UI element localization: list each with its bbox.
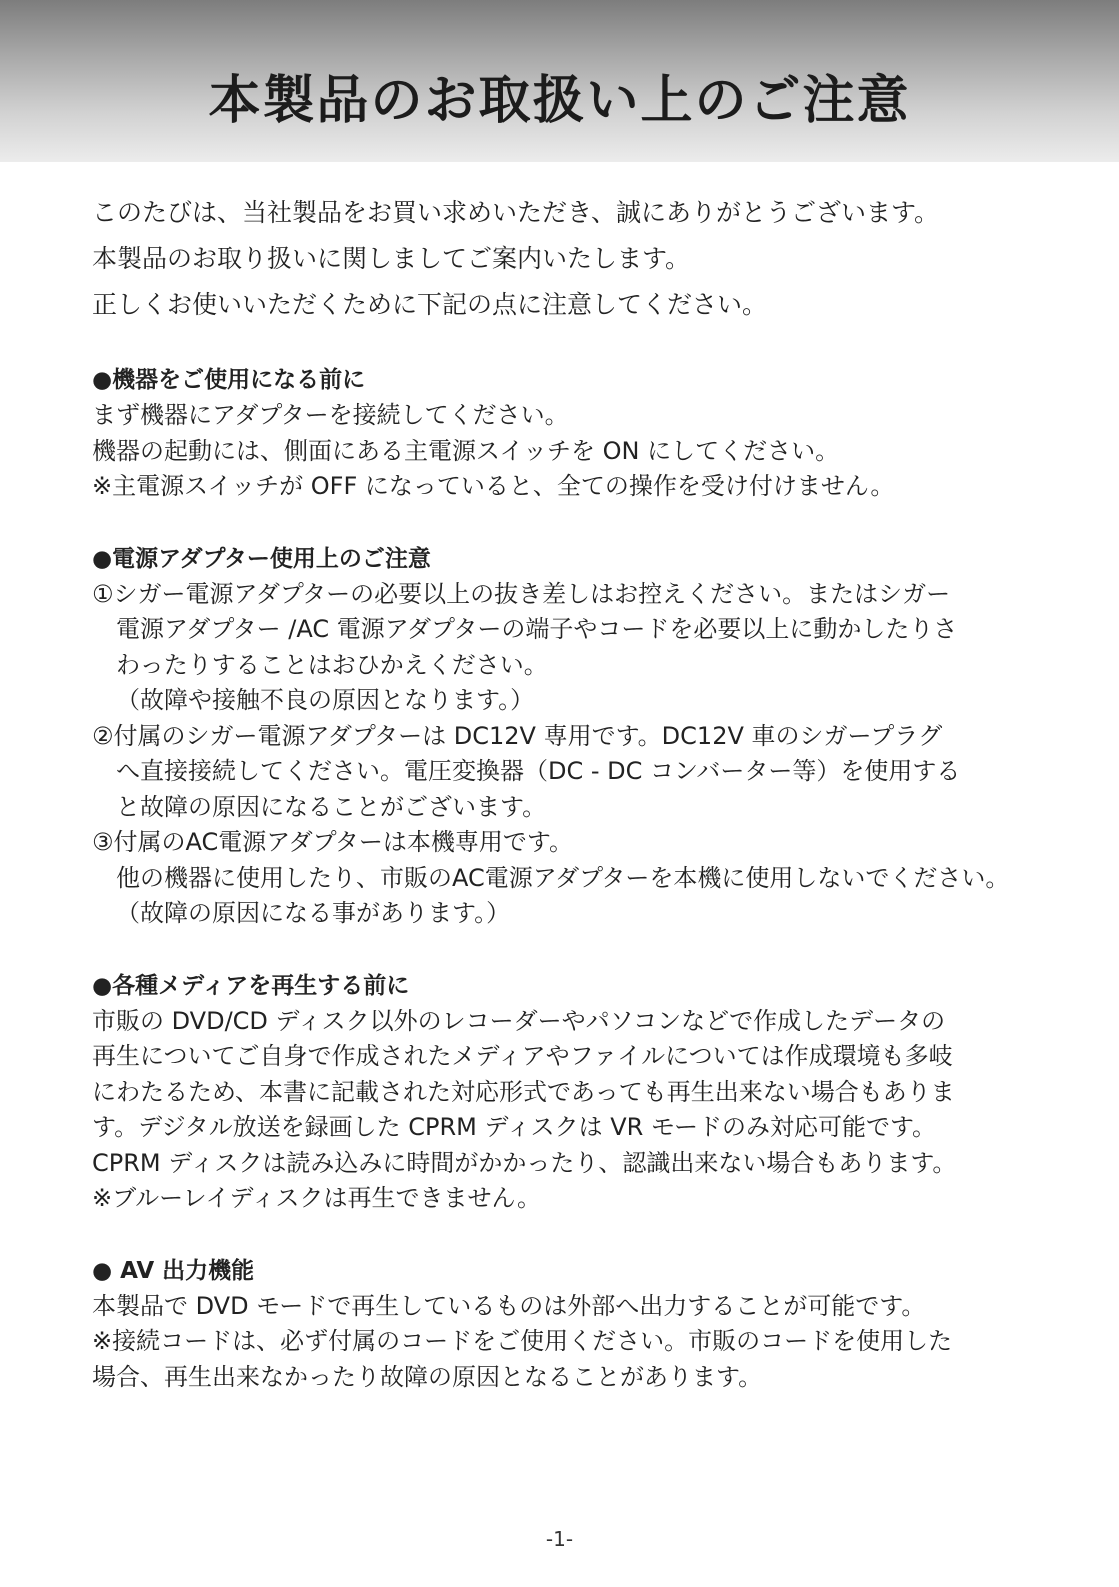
body-line: 再生についてご自身で作成されたメディアやファイルについては作成環境も多岐	[92, 1042, 953, 1070]
body-line: ②付属のシガー電源アダプターは DC12V 専用です。DC12V 車のシガープラグ	[92, 721, 943, 750]
body-line: と故障の原因になることがございます。	[116, 792, 547, 821]
body-line: ※ブルーレイディスクは再生できません。	[92, 1184, 541, 1212]
body-line: 電源アダプター /AC 電源アダプターの端子やコードを必要以上に動かしたりさ	[116, 615, 958, 643]
body-line: 場合、再生出来なかったり故障の原因となることがあります。	[92, 1362, 763, 1391]
body-line: ①シガー電源アダプターの必要以上の抜き差しはお控えください。またはシガー	[92, 579, 951, 608]
section-media-playback	[92, 968, 1027, 1217]
body-line: わったりすることはおひかえください。	[116, 650, 548, 679]
body-line: CPRM ディスクは読み込みに時間がかかったり、認識出来ない場合もあります。	[92, 1148, 957, 1177]
body-line: まず機器にアダプターを接続してください。	[92, 401, 569, 429]
section-power-adapter	[92, 541, 1027, 932]
body-line: ※主電源スイッチが OFF になっていると、全ての操作を受け付けません。	[92, 472, 895, 500]
body-line: す。デジタル放送を録画した CPRM ディスクは VR モードのみ対応可能です。	[92, 1113, 937, 1141]
body-line: ※接続コードは、必ず付属のコードをご使用ください。市販のコードを使用した	[92, 1327, 953, 1355]
body-line: へ直接接続してください。電圧変換器（DC - DC コンバーター等）を使用する	[116, 757, 961, 785]
intro-line: 正しくお使いいただくために下記の点に注意してください。	[92, 290, 768, 319]
section-heading: ●機器をご使用になる前に	[92, 367, 366, 393]
body-line: （故障や接触不良の原因となります。）	[116, 686, 535, 714]
main-content	[92, 190, 1027, 1395]
page-number: -1-	[545, 1527, 574, 1551]
section-heading: ●各種メディアを再生する前に	[92, 972, 410, 999]
section-heading: ●電源アダプター使用上のご注意	[92, 545, 431, 572]
body-line: （故障の原因になる事があります。）	[116, 899, 511, 927]
page-title: 本製品のお取扱い上のご注意	[208, 71, 911, 131]
intro-line: 本製品のお取り扱いに関しましてご案内いたします。	[92, 244, 691, 273]
body-line: 本製品で DVD モードで再生しているものは外部へ出力することが可能です。	[92, 1291, 926, 1320]
intro-paragraph	[92, 190, 1027, 328]
body-line: にわたるため、本書に記載された対応形式であっても再生出来ない場合もありま	[92, 1077, 955, 1106]
section-before-use	[92, 362, 1027, 505]
body-line: 市販の DVD/CD ディスク以外のレコーダーやパソコンなどで作成したデータの	[92, 1006, 946, 1035]
body-line: 他の機器に使用したり、市販のAC電源アダプターを本機に使用しないでください。	[116, 863, 1010, 892]
section-heading: ● AV 出力機能	[92, 1257, 255, 1284]
body-line: 機器の起動には、側面にある主電源スイッチを ON にしてください。	[92, 436, 840, 465]
section-av-output	[92, 1253, 1027, 1396]
intro-line: このたびは、当社製品をお買い求めいただき、誠にありがとうございます。	[92, 198, 940, 227]
body-line: ③付属のAC電源アダプターは本機専用です。	[92, 828, 573, 856]
